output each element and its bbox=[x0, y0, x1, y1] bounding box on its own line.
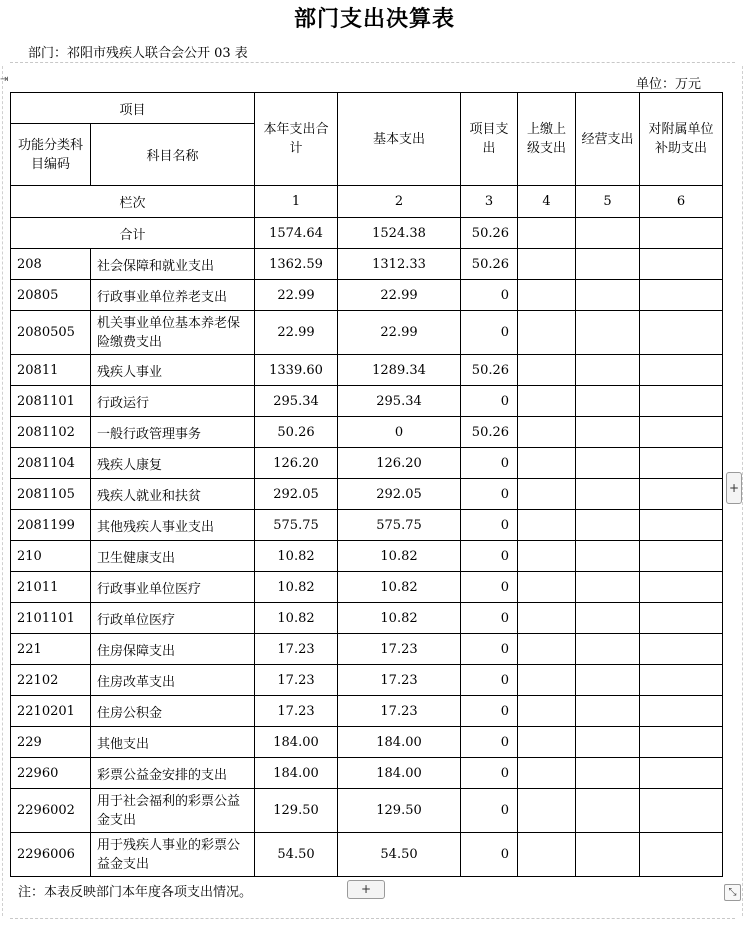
cell-name: 行政事业单位养老支出 bbox=[91, 280, 255, 311]
cell-upper bbox=[518, 727, 576, 758]
cell-total: 50.26 bbox=[255, 417, 338, 448]
header-subject-name: 科目名称 bbox=[91, 124, 255, 186]
cell-project: 0 bbox=[461, 510, 518, 541]
cell-upper bbox=[518, 218, 576, 249]
cell-basic: 17.23 bbox=[338, 665, 461, 696]
cell-subsidy bbox=[640, 696, 723, 727]
cell-subsidy bbox=[640, 218, 723, 249]
cell-code: 2296002 bbox=[11, 789, 91, 833]
table-row bbox=[11, 833, 723, 877]
cell-basic: 54.50 bbox=[338, 833, 461, 877]
table-row bbox=[11, 417, 723, 448]
expenditure-table bbox=[10, 92, 723, 877]
cell-business bbox=[576, 355, 640, 386]
cell-total: 17.23 bbox=[255, 634, 338, 665]
cell-total: 292.05 bbox=[255, 479, 338, 510]
cell-subsidy bbox=[640, 727, 723, 758]
cell-project: 50.26 bbox=[461, 417, 518, 448]
cell-total: 1339.60 bbox=[255, 355, 338, 386]
cell-upper bbox=[518, 479, 576, 510]
table-move-icon[interactable]: ⇥ bbox=[0, 74, 9, 85]
cell-subsidy bbox=[640, 665, 723, 696]
cell-upper bbox=[518, 280, 576, 311]
cell-upper bbox=[518, 603, 576, 634]
cell-code: 22102 bbox=[11, 665, 91, 696]
cell-subsidy bbox=[640, 249, 723, 280]
cell-basic: 17.23 bbox=[338, 634, 461, 665]
table-row bbox=[11, 386, 723, 417]
cell-subsidy bbox=[640, 634, 723, 665]
cell-business bbox=[576, 696, 640, 727]
unit-label: 单位：万元 bbox=[635, 77, 701, 92]
column-index-1: 1 bbox=[255, 186, 338, 218]
cell-code: 22960 bbox=[11, 758, 91, 789]
cell-project: 0 bbox=[461, 448, 518, 479]
table-row bbox=[11, 355, 723, 386]
cell-code: 2080505 bbox=[11, 311, 91, 355]
table-row bbox=[11, 603, 723, 634]
cell-project: 0 bbox=[461, 665, 518, 696]
cell-subsidy bbox=[640, 833, 723, 877]
table-row bbox=[11, 634, 723, 665]
cell-business bbox=[576, 727, 640, 758]
cell-name: 一般行政管理事务 bbox=[91, 417, 255, 448]
cell-total: 1574.64 bbox=[255, 218, 338, 249]
cell-name: 残疾人康复 bbox=[91, 448, 255, 479]
cell-subsidy bbox=[640, 758, 723, 789]
table-row bbox=[11, 541, 723, 572]
cell-upper bbox=[518, 249, 576, 280]
cell-project: 50.26 bbox=[461, 355, 518, 386]
cell-business bbox=[576, 665, 640, 696]
cell-name: 住房改革支出 bbox=[91, 665, 255, 696]
cell-name: 行政运行 bbox=[91, 386, 255, 417]
cell-name: 行政事业单位医疗 bbox=[91, 572, 255, 603]
cell-code: 2101101 bbox=[11, 603, 91, 634]
cell-basic: 17.23 bbox=[338, 696, 461, 727]
table-row bbox=[11, 448, 723, 479]
cell-basic: 184.00 bbox=[338, 758, 461, 789]
header-project: 项目 bbox=[11, 93, 255, 124]
cell-subsidy bbox=[640, 572, 723, 603]
cell-basic: 1289.34 bbox=[338, 355, 461, 386]
page-guide-bottom bbox=[10, 918, 735, 919]
table-row bbox=[11, 280, 723, 311]
cell-code: 210 bbox=[11, 541, 91, 572]
cell-name: 其他残疾人事业支出 bbox=[91, 510, 255, 541]
cell-total: 17.23 bbox=[255, 696, 338, 727]
cell-upper bbox=[518, 833, 576, 877]
cell-project: 0 bbox=[461, 541, 518, 572]
cell-total: 184.00 bbox=[255, 758, 338, 789]
total-label: 合计 bbox=[11, 218, 255, 249]
page-guide-left bbox=[2, 66, 4, 916]
cell-project: 0 bbox=[461, 280, 518, 311]
cell-subsidy bbox=[640, 510, 723, 541]
cell-total: 295.34 bbox=[255, 386, 338, 417]
cell-name: 残疾人事业 bbox=[91, 355, 255, 386]
cell-basic: 126.20 bbox=[338, 448, 461, 479]
cell-code: 2081104 bbox=[11, 448, 91, 479]
cell-basic: 10.82 bbox=[338, 572, 461, 603]
cell-code: 21011 bbox=[11, 572, 91, 603]
cell-upper bbox=[518, 311, 576, 355]
cell-subsidy bbox=[640, 448, 723, 479]
cell-subsidy bbox=[640, 603, 723, 634]
cell-subsidy bbox=[640, 789, 723, 833]
column-index-3: 3 bbox=[461, 186, 518, 218]
cell-basic: 10.82 bbox=[338, 603, 461, 634]
cell-business bbox=[576, 603, 640, 634]
cell-upper bbox=[518, 696, 576, 727]
cell-basic: 292.05 bbox=[338, 479, 461, 510]
cell-business bbox=[576, 833, 640, 877]
cell-basic: 575.75 bbox=[338, 510, 461, 541]
header-basic: 基本支出 bbox=[338, 93, 461, 186]
table-note: 注：本表反映部门本年度各项支出情况。 bbox=[18, 885, 253, 900]
cell-upper bbox=[518, 789, 576, 833]
add-column-button[interactable]: + bbox=[726, 472, 742, 504]
cell-subsidy bbox=[640, 386, 723, 417]
page-title: 部门支出决算表 bbox=[293, 6, 455, 32]
cell-business bbox=[576, 758, 640, 789]
cell-subsidy bbox=[640, 479, 723, 510]
cell-total: 10.82 bbox=[255, 541, 338, 572]
table-row bbox=[11, 758, 723, 789]
cell-total: 129.50 bbox=[255, 789, 338, 833]
cell-total: 1362.59 bbox=[255, 249, 338, 280]
cell-code: 2081101 bbox=[11, 386, 91, 417]
page-guide-right bbox=[742, 66, 744, 916]
cell-basic: 0 bbox=[338, 417, 461, 448]
cell-project: 0 bbox=[461, 572, 518, 603]
cell-subsidy bbox=[640, 355, 723, 386]
cell-total: 22.99 bbox=[255, 311, 338, 355]
cell-project: 50.26 bbox=[461, 249, 518, 280]
cell-code: 221 bbox=[11, 634, 91, 665]
cell-business bbox=[576, 634, 640, 665]
table-row bbox=[11, 665, 723, 696]
cell-total: 126.20 bbox=[255, 448, 338, 479]
cell-basic: 10.82 bbox=[338, 541, 461, 572]
cell-name: 住房公积金 bbox=[91, 696, 255, 727]
cell-upper bbox=[518, 572, 576, 603]
header-subsidy: 对附属单位补助支出 bbox=[640, 93, 723, 186]
total-row bbox=[11, 218, 723, 249]
cell-name: 机关事业单位基本养老保险缴费支出 bbox=[91, 311, 255, 355]
cell-basic: 1312.33 bbox=[338, 249, 461, 280]
cell-code: 20805 bbox=[11, 280, 91, 311]
cell-upper bbox=[518, 758, 576, 789]
cell-business bbox=[576, 448, 640, 479]
cell-name: 社会保障和就业支出 bbox=[91, 249, 255, 280]
cell-upper bbox=[518, 541, 576, 572]
cell-upper bbox=[518, 510, 576, 541]
cell-name: 卫生健康支出 bbox=[91, 541, 255, 572]
cell-business bbox=[576, 249, 640, 280]
cell-basic: 295.34 bbox=[338, 386, 461, 417]
cell-project: 0 bbox=[461, 696, 518, 727]
cell-code: 2081105 bbox=[11, 479, 91, 510]
cell-total: 184.00 bbox=[255, 727, 338, 758]
cell-total: 575.75 bbox=[255, 510, 338, 541]
cell-name: 残疾人就业和扶贫 bbox=[91, 479, 255, 510]
cell-code: 2081199 bbox=[11, 510, 91, 541]
cell-basic: 22.99 bbox=[338, 311, 461, 355]
cell-upper bbox=[518, 386, 576, 417]
table-row bbox=[11, 311, 723, 355]
cell-upper bbox=[518, 355, 576, 386]
cell-upper bbox=[518, 634, 576, 665]
cell-business bbox=[576, 218, 640, 249]
cell-name: 其他支出 bbox=[91, 727, 255, 758]
cell-total: 22.99 bbox=[255, 280, 338, 311]
cell-business bbox=[576, 541, 640, 572]
column-index-label: 栏次 bbox=[11, 186, 255, 218]
cell-business bbox=[576, 510, 640, 541]
cell-upper bbox=[518, 417, 576, 448]
cell-business bbox=[576, 386, 640, 417]
cell-project: 0 bbox=[461, 789, 518, 833]
header-upper: 上缴上级支出 bbox=[518, 93, 576, 186]
cell-project: 0 bbox=[461, 386, 518, 417]
cell-total: 10.82 bbox=[255, 603, 338, 634]
column-index-4: 4 bbox=[518, 186, 576, 218]
cell-project: 0 bbox=[461, 634, 518, 665]
table-row bbox=[11, 479, 723, 510]
page-guide-top bbox=[10, 62, 735, 63]
cell-name: 用于社会福利的彩票公益金支出 bbox=[91, 789, 255, 833]
header-business: 经营支出 bbox=[576, 93, 640, 186]
cell-basic: 22.99 bbox=[338, 280, 461, 311]
header-func-code: 功能分类科目编码 bbox=[11, 124, 91, 186]
cell-code: 208 bbox=[11, 249, 91, 280]
column-index-5: 5 bbox=[576, 186, 640, 218]
cell-project: 0 bbox=[461, 311, 518, 355]
table-row bbox=[11, 249, 723, 280]
cell-name: 行政单位医疗 bbox=[91, 603, 255, 634]
cell-business bbox=[576, 280, 640, 311]
cell-project: 50.26 bbox=[461, 218, 518, 249]
cell-basic: 1524.38 bbox=[338, 218, 461, 249]
table-row bbox=[11, 510, 723, 541]
cell-project: 0 bbox=[461, 603, 518, 634]
table-row bbox=[11, 727, 723, 758]
table-row bbox=[11, 696, 723, 727]
cell-subsidy bbox=[640, 541, 723, 572]
cell-business bbox=[576, 789, 640, 833]
cell-name: 住房保障支出 bbox=[91, 634, 255, 665]
cell-business bbox=[576, 311, 640, 355]
cell-subsidy bbox=[640, 280, 723, 311]
cell-project: 0 bbox=[461, 727, 518, 758]
cell-code: 229 bbox=[11, 727, 91, 758]
department-label: 部门：祁阳市残疾人联合会公开 03 表 bbox=[28, 46, 248, 61]
cell-name: 用于残疾人事业的彩票公益金支出 bbox=[91, 833, 255, 877]
cell-name: 彩票公益金安排的支出 bbox=[91, 758, 255, 789]
header-total: 本年支出合计 bbox=[255, 93, 338, 186]
table-row bbox=[11, 572, 723, 603]
cell-total: 10.82 bbox=[255, 572, 338, 603]
cell-upper bbox=[518, 448, 576, 479]
cell-subsidy bbox=[640, 417, 723, 448]
cell-subsidy bbox=[640, 311, 723, 355]
cell-upper bbox=[518, 665, 576, 696]
cell-code: 2210201 bbox=[11, 696, 91, 727]
cell-total: 17.23 bbox=[255, 665, 338, 696]
cell-code: 2296006 bbox=[11, 833, 91, 877]
cell-basic: 129.50 bbox=[338, 789, 461, 833]
column-index-2: 2 bbox=[338, 186, 461, 218]
cell-business bbox=[576, 417, 640, 448]
table-row bbox=[11, 789, 723, 833]
cell-business bbox=[576, 479, 640, 510]
cell-basic: 184.00 bbox=[338, 727, 461, 758]
cell-business bbox=[576, 572, 640, 603]
expand-icon[interactable]: ⤡ bbox=[724, 884, 741, 901]
column-index-6: 6 bbox=[640, 186, 723, 218]
cell-project: 0 bbox=[461, 833, 518, 877]
cell-total: 54.50 bbox=[255, 833, 338, 877]
cell-project: 0 bbox=[461, 758, 518, 789]
cell-code: 2081102 bbox=[11, 417, 91, 448]
add-row-button[interactable]: + bbox=[347, 880, 385, 899]
cell-code: 20811 bbox=[11, 355, 91, 386]
cell-project: 0 bbox=[461, 479, 518, 510]
header-project-expense: 项目支出 bbox=[461, 93, 518, 186]
